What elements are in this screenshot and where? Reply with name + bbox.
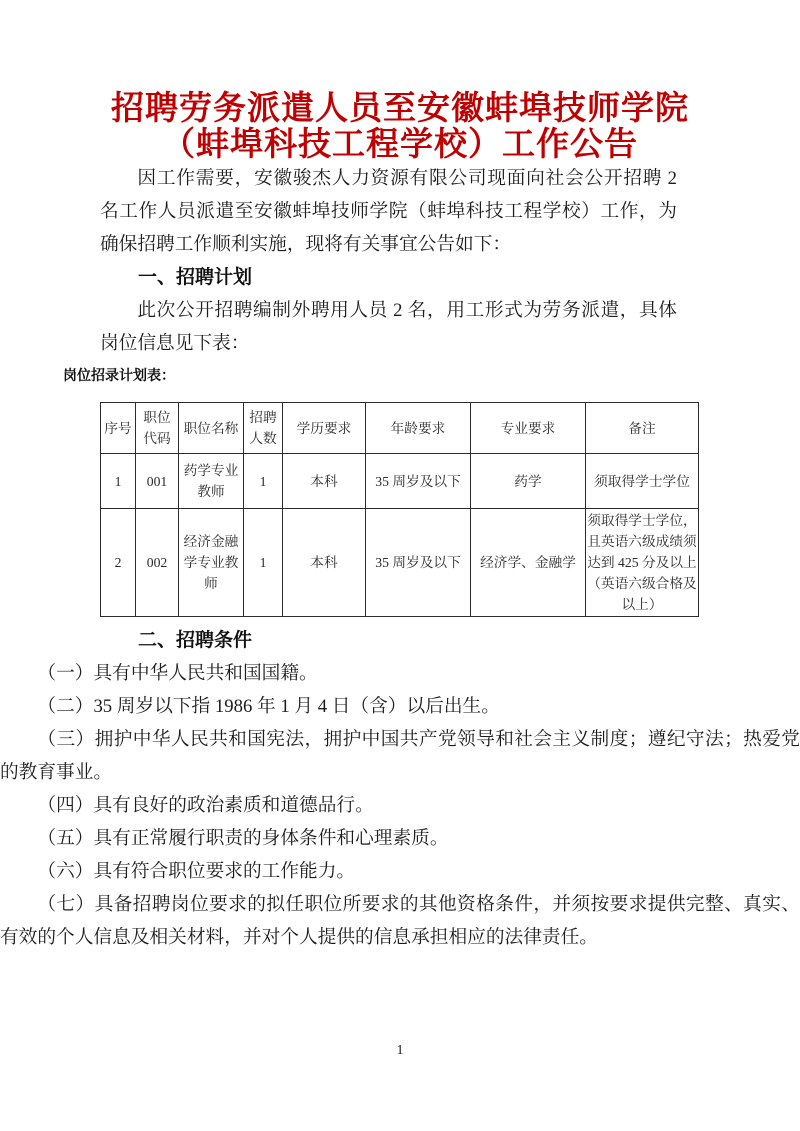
cell-age: 35 周岁及以下: [366, 509, 471, 617]
page-title-line1: 招聘劳务派遣人员至安徽蚌埠技师学院: [111, 89, 689, 126]
table-header-row: [101, 403, 699, 454]
header-seq: 序号: [101, 403, 136, 454]
intro-paragraph: 因工作需要，安徽骏杰人力资源有限公司现面向社会公开招聘 2 名工作人员派遣至安徽蚌埠技师学院（蚌埠科技工程学校）工作，为确保招聘工作顺利实施，现将有关事宜公告如下：: [100, 168, 677, 255]
cell-major: 经济学、金融学: [471, 509, 586, 617]
cell-position-name: 经济金融学专业教师: [179, 509, 244, 617]
section-1-heading: 一、招聘计划: [138, 267, 253, 288]
cell-remarks: 须取得学士学位: [586, 454, 699, 509]
header-headcount: 招聘人数: [244, 403, 283, 454]
cell-major: 药学: [471, 454, 586, 509]
condition-item-1: （一）具有中华人民共和国国籍。: [37, 663, 318, 684]
table-row: [101, 509, 699, 617]
table-row: [101, 454, 699, 509]
header-position-name: 职位名称: [179, 403, 244, 454]
cell-remarks: 须取得学士学位，且英语六级成绩须达到 425 分及以上（英语六级合格及以上）: [586, 509, 699, 617]
condition-item-5: （五）具有正常履行职责的身体条件和心理素质。: [37, 828, 449, 849]
cell-seq: 1: [101, 454, 136, 509]
header-age: 年龄要求: [366, 403, 471, 454]
condition-item-3: （三）拥护中华人民共和国宪法，拥护中国共产党领导和社会主义制度；遵纪守法；热爱党的教育事业。: [0, 729, 800, 783]
section-1-paragraph: 此次公开招聘编制外聘用人员 2 名，用工形式为劳务派遣，具体岗位信息见下表：: [100, 300, 677, 354]
cell-education: 本科: [283, 454, 366, 509]
cell-position-code: 001: [136, 454, 179, 509]
cell-headcount: 1: [244, 454, 283, 509]
section-2-heading: 二、招聘条件: [138, 630, 253, 651]
header-position-code: 职位代码: [136, 403, 179, 454]
page-title: [40, 90, 760, 162]
page-number: 1: [396, 1043, 404, 1058]
cell-seq: 2: [101, 509, 136, 617]
recruitment-plan-table: [100, 402, 699, 617]
header-major: 专业要求: [471, 403, 586, 454]
cell-position-name: 药学专业教师: [179, 454, 244, 509]
table-caption: 岗位招录计划表：: [63, 367, 175, 383]
page-title-line2: （蚌埠科技工程学校）工作公告: [162, 125, 638, 162]
cell-headcount: 1: [244, 509, 283, 617]
condition-item-7: （七）具备招聘岗位要求的拟任职位所要求的其他资格条件，并须按要求提供完整、真实、有效的个人信息及相关材料，并对个人提供的信息承担相应的法律责任。: [0, 894, 800, 948]
condition-item-4: （四）具有良好的政治素质和道德品行。: [37, 795, 374, 816]
cell-education: 本科: [283, 509, 366, 617]
cell-position-code: 002: [136, 509, 179, 617]
condition-item-6: （六）具有符合职位要求的工作能力。: [37, 861, 356, 882]
condition-item-2: （二）35 周岁以下指 1986 年 1 月 4 日（含）以后出生。: [37, 696, 500, 717]
cell-age: 35 周岁及以下: [366, 454, 471, 509]
header-education: 学历要求: [283, 403, 366, 454]
header-remarks: 备注: [586, 403, 699, 454]
